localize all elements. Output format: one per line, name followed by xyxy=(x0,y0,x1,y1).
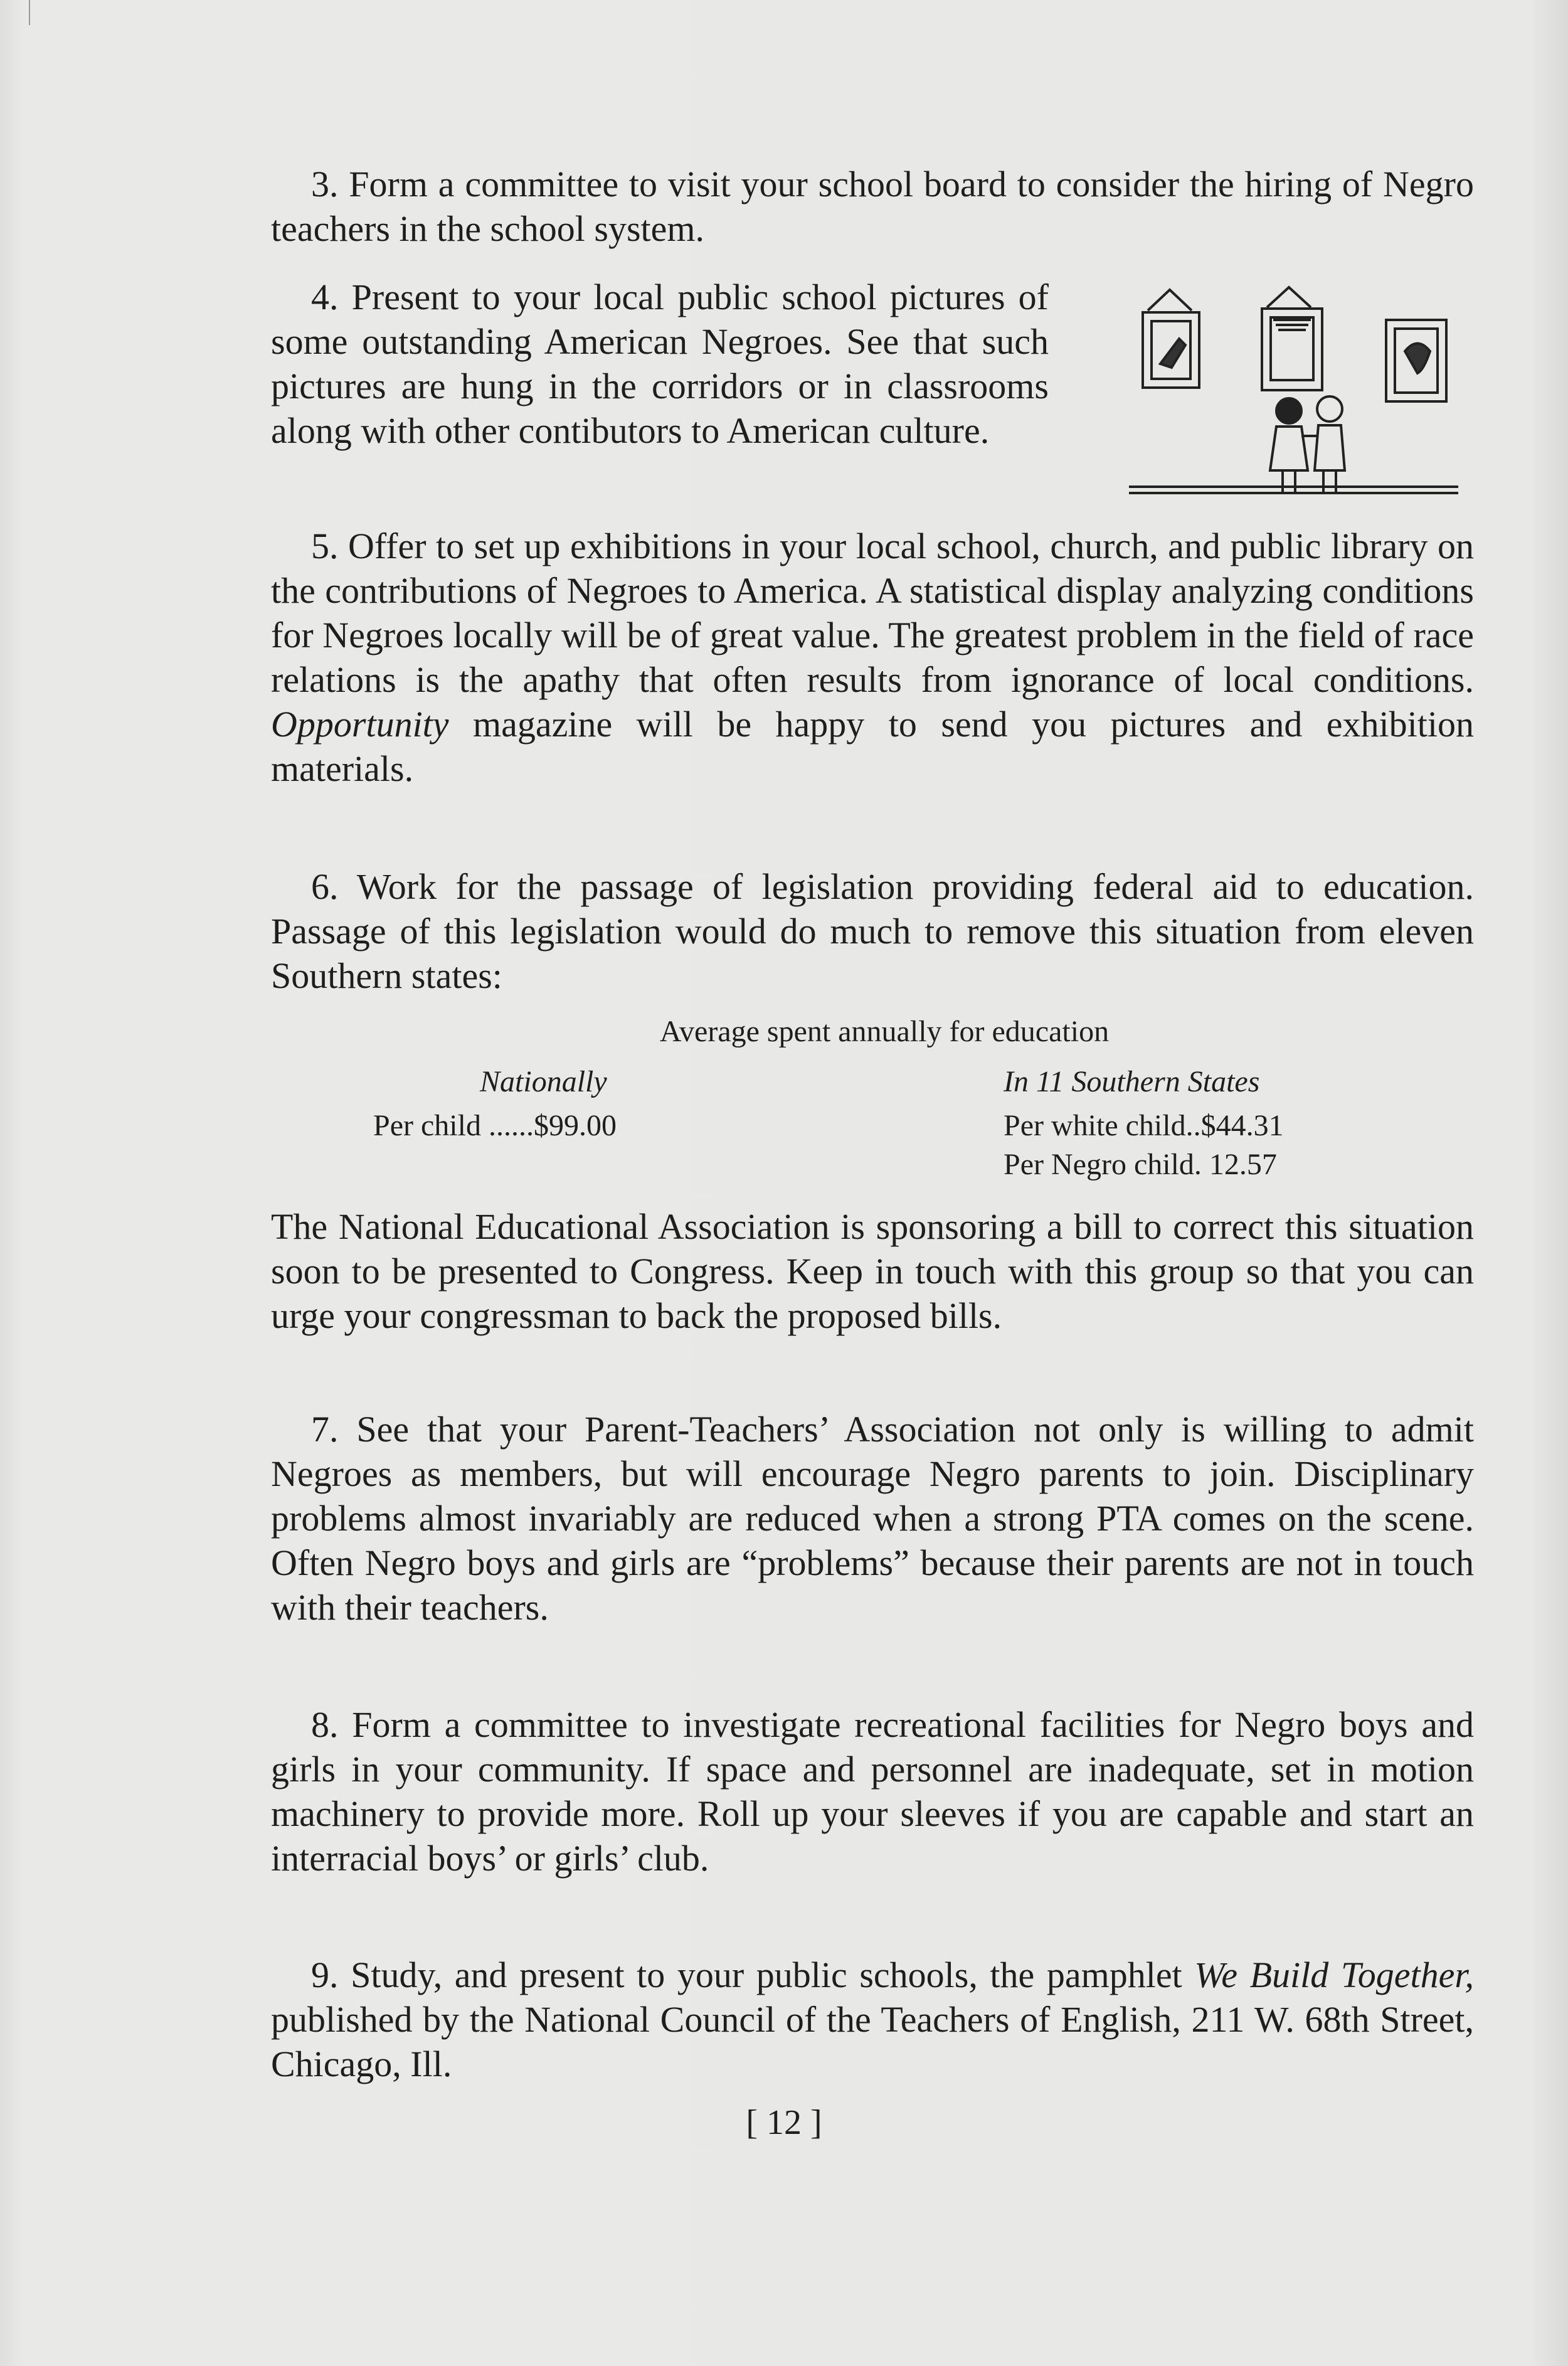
white-child-cell: Per white child..$44.31 xyxy=(1004,1109,1284,1142)
item-9-text: 9. Study, and present to your public schools, the pamphlet xyxy=(311,1955,1195,1995)
col-header-nationally: Nationally xyxy=(480,1065,607,1098)
item-9-paragraph xyxy=(271,1953,1474,2086)
item-4-paragraph: 4. Present to your local public school pictures of some outstanding American Negroes. See that such pictures are hung in the corridors or in classrooms along with other contibutors to American culture. xyxy=(271,277,1049,451)
page-edge-mark xyxy=(29,0,30,25)
page-number: [ 12 ] xyxy=(746,2103,822,2142)
item-5-tail: magazine will be happy to send you pictures and exhibition materials. xyxy=(271,704,1474,789)
item-6-paragraph: 6. Work for the passage of legislation providing federal aid to education. Passage of this legislation would do much to remove this situation from eleven Southern states: xyxy=(271,866,1474,996)
table-caption: Average spent annually for education xyxy=(659,1015,1110,1048)
nea-bill-paragraph: The National Educational Association is sponsoring a bill to correct this situation soon to be presented to Congress. Keep in touch with this group so that you can urge your congressman to back the proposed bills. xyxy=(271,1206,1474,1336)
item-8-paragraph: 8. Form a committee to investigate recreational facilities for Negro boys and girls in your community. If space and personnel are inadequate, set in motion machinery to provide more. Roll up your sleeves if you are capable and start an interracial boys’ or girls’ club. xyxy=(271,1704,1474,1879)
children-viewing-pictures-icon xyxy=(1123,276,1461,502)
item-7-paragraph: 7. See that your Parent-Teachers’ Association not only is willing to admit Negroes as members, but will encourage Negro parents to join. Disciplinary problems almost invariably are reduced when a strong PTA comes on the scene. Often Negro boys and girls are “problems” because their parents are not in touch with their teachers. xyxy=(271,1409,1474,1628)
pamphlet-title: We Build Together, xyxy=(1194,1955,1474,1995)
negro-child-cell: Per Negro child. 12.57 xyxy=(1004,1148,1277,1181)
item-5-text: 5. Offer to set up exhibitions in your local school, church, and public library on the contributions of Negroes to America. A statistical display analyzing conditions for Negroes locally will be of great value. The greatest problem in the field of race relations is the apathy that often results from ignorance of local conditions. xyxy=(271,526,1474,700)
col-header-southern-states: In 11 Southern States xyxy=(1004,1065,1260,1098)
magazine-title: Opportunity xyxy=(271,704,449,745)
national-per-child-cell: Per child ......$99.00 xyxy=(373,1109,617,1142)
item-5-paragraph xyxy=(271,524,1474,791)
item-3-paragraph: 3. Form a committee to visit your school board to consider the hiring of Negro teachers in the school system. xyxy=(271,164,1474,249)
item-9-tail: published by the National Council of the Teachers of English, 211 W. 68th Street, Chicago, Ill. xyxy=(271,1999,1474,2084)
